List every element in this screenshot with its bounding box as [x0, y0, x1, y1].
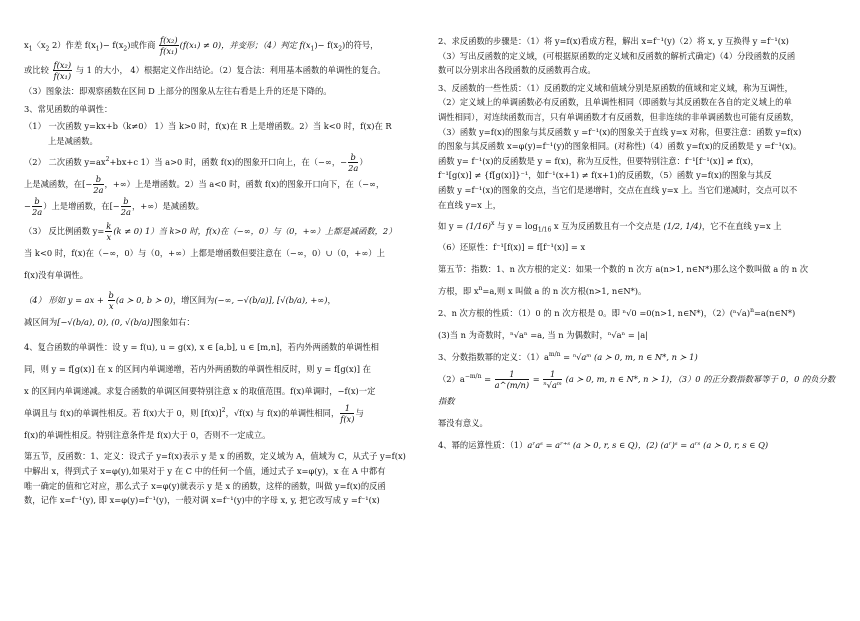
left-column — [24, 34, 422, 511]
right-column — [438, 34, 836, 459]
inverse-steps: 2、求反函数的步骤是：（1）将 y=f(x)看成方程，解出 x=f⁻¹(y)（2）将 x, y 互换得 y =f⁻¹(x) （3）写出反函数的定义域，(可根据原函数的定义域和反函数的解析式确定)（4）分段函数的反函 数可以分别求出各段函数的反函数再合成。 — [438, 36, 796, 76]
inverse-properties: 3、反函数的一些性质：（1）反函数的定义域和值域分别是原函数的值域和定义域，称为互调性， （2）定义域上的单调函数必有反函数，且单调性相同（即函数与其反函数在各自的定义域上的单 调性相同），对连续函数而言，只有单调函数才有反函数，但非连续的非单调函数也可能有反函数， （3）函数 y=f(x)的图象与其反函数 y =f⁻¹(x)的图象关于直线 y=x 对称，但要注意：函数 y=f(x) 的图象与其反函数 x=φ(y)=f⁻¹(y)的图象相同。(对称性)（4）函数 y=f(x)的反函数是 y =f⁻¹(x)。 函数 y= f⁻¹(x)的反函数是 y = f(x)，称为互反性，但要特别注意：f⁻¹[f⁻¹(x)] ≠ f(x)， f⁻¹[g(x)] ≠ {f[g(x)]}⁻¹，如f⁻¹(x+1) ≠ f(x+1)的反函数，（5）函数 y=f(x)的图象与其反 函数 y =f⁻¹(x)的图象的交点，当它们是递增时，交点在直线 y=x 上。当它们递减时，交点可以不 在直线 y=x 上， — [438, 82, 802, 210]
section-common-monotonicity: 3、常见函数的单调性： — [24, 103, 113, 114]
linear-function-item: （1） 一次函数 y=kx+b（k≠0） 1）当 k>0 时，f(x)在 R 上是增函数。2）当 k<0 时，f(x)在 R 上是减函数。 — [24, 121, 392, 146]
compare-fraction: $\frac{\text{f(x₂)}}{\text{f(x₁)}}$ — [53, 60, 72, 81]
inverse-proportion-item: （3） 反比例函数 y= $\frac{k}{x}$ (k ≠ 0) 1）当 k>0 时，f(x)在（−∞，0）与（0，+∞）上都是减函数，2） 当 k<0 时，f(x)在（−∞，0）与（0，+∞）上都是增函数但要注意在（−∞，0）∪（0，+∞）上 f(x)没有单调性。 — [24, 221, 397, 281]
quadratic-function-item: （2） 二次函数 $y=ax^2+bx+c$ 1）当 a>0 时，函数 f(x)的图象开口向上，在（−∞，− $\frac{b}{2a}$ ） 上是减函数，在[− $\frac{b}{2a}$ ，+∞）上是增函数。2）当 a<0 时，函数 f(x)的图象开口向下，在（−∞， − $\frac{b}{2a}$ ）上是增函数，在[− $\frac{b}{2a}$ ，+∞）是减函数。 — [24, 152, 385, 218]
restoration-property: （6）还原性：f⁻¹[f(x)] = f[f⁻¹(x)] = x — [438, 242, 586, 253]
quotient-fraction: $\frac{\text{f(x₂)}}{\text{f(x₁)}}$ — [160, 35, 178, 56]
inverse-example: 如 $y = (1/16)^x$ 与 $y = \log_{1/16} x$ 互为反函数且有一个交点是 (1/2, 1/4)，它不在直线 y=x 上 — [438, 220, 782, 234]
composite-monotonicity: 4、复合函数的单调性：设 y = f(u), u = g(x), x ∈ [a,b], u ∈ [m,n]，若内外两函数的单调性相 同，则 y = f[g(x)] 在 x 的区间内单调递增，若内外两函数的单调性相反时，则 y = f[g(x)] 在 x 的区间内单调递减。求复合函数的单调区间要特别注意 x 的取值范围。f(x)单调时，−f(x)一定 单调且与 f(x)的单调性相反。若 f(x)大于 0，则 $[f(x)]^2$，√f(x) 与 f(x)的单调性相同， $\frac{1}{f(x)}$ 与 f(x)的单调性相反。特别注意条件是 f(x)大于 0，否则不一定成立。 — [24, 342, 379, 441]
monotonicity-compare: 或比较 $\frac{\text{f(x₂)}}{\text{f(x₁)}}$ 与 1 的大小， 4）根据定义作出结论。（2）复合法：利用基本函数的单调性的复合。 — [24, 60, 386, 81]
monotonicity-def-steps: $x_1$〈$x_2$ 2）作差 $f(x_1)- f(x_2)$或作商 $\frac{\text{f(x₂)}}{\text{f(x₁)}}$ (f(x₁) ≠ 0)，并变形；（4）判定 $f(x_1)- f(x_2)$的符号， — [24, 35, 379, 56]
exponent-section: 第五节：指数：1、n 次方根的定义：如果一个数的 n 次方 a(n>1, n∈N*)那么这个数叫做 a 的 n 次 方根，即 $x^n=a$,则 x 叫做 a 的 n 次方根(n>1, n∈N*)。 2、n 次方根的性质：（1）0 的 n 次方根是 0。即 ⁿ√0 =0(n>1, n∈N*)，$(2)(^n√a)^n=a(n\in N*)$ (3)当 n 为奇数时，ⁿ√aⁿ =a, 当 n 为偶数时，ⁿ√aⁿ = |a| 3、分数指数幂的定义：$(1)a^{m/n}$ = ⁿ√aᵐ (a ≻ 0, m, n ∈ N*, n ≻ 1) $(2)a^{-m/n}$ = $\frac{1}{a\^{}(m/n)}$ = $\frac{1}{\text{ⁿ√aᵐ}}$ (a ≻ 0, m, n ∈ N*, n ≻ 1)，（3）0 的正分数指数幂等于 0，0 的负分数指数 幂没有意义。 4、幂的运算性质：（1）aʳaˢ = aʳ⁺ˢ (a ≻ 0, r, s ∈ Q)，(2) (aʳ)ˢ = aʳˢ (a ≻ 0, r, s ∈ Q) — [438, 263, 836, 450]
inverse-function-definition: 第五节，反函数：1、定义：设式子 y=f(x)表示 y 是 x 的函数，定义域为 A，值域为 C，从式子 y=f(x) 中解出 x，得到式子 x=φ(y),如果对于 y 在 C 中的任何一个值，通过式子 x=φ(y)，x 在 A 中都有 唯一确定的值和它对应，那么式子 x=φ(y)就表示 y 是 x 的函数，这样的函数，叫做 y=f(x)的反函 数，记作 x=f⁻¹(y), 即 x=φ(y)=f⁻¹(y)，一般对调 x=f⁻¹(y)中的字母 x, y, 把它改写成 y =f⁻¹(x) — [24, 451, 406, 506]
graph-method: （3）图象法：即观察函数在区间 D 上部分的图象从左往右看是上升的还是下降的。 — [24, 86, 332, 96]
hook-function-item: （4） 形如 y = ax + $\frac{b}{x}$ (a ≻ 0, b ≻ 0)，增区间为(−∞, −√(b/a)], [√(b/a), +∞)， 减区间为[−√(b/a), 0), (0, √(b/a)]图象如右： — [24, 290, 336, 328]
